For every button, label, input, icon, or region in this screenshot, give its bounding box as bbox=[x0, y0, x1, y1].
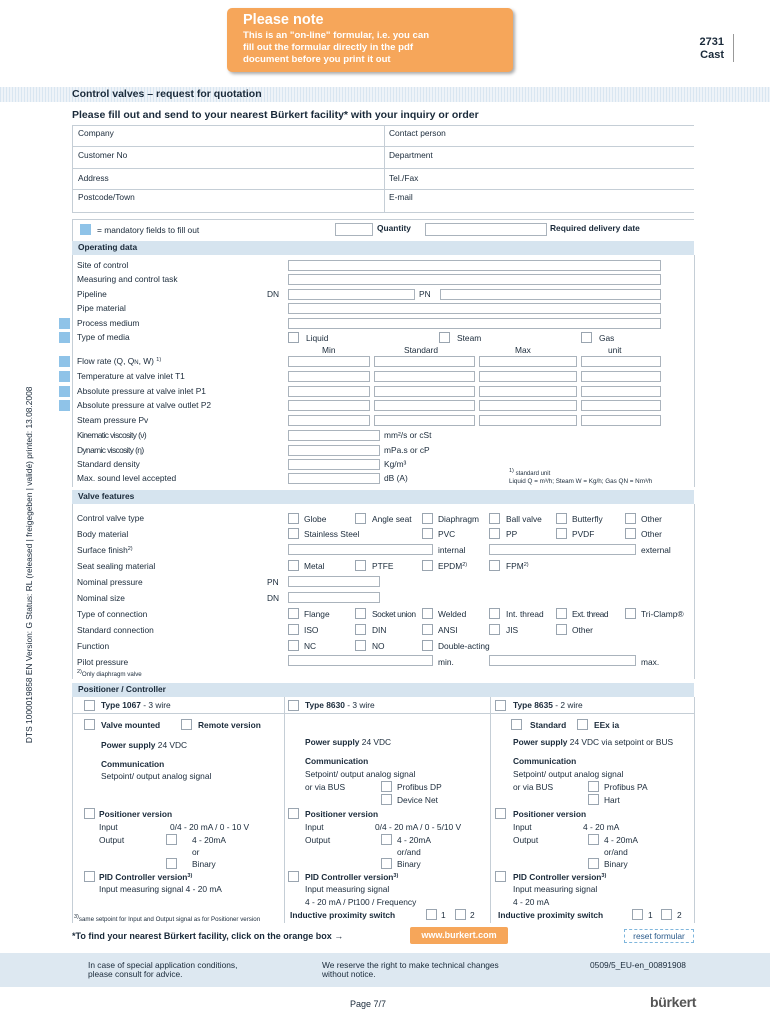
input-value-3: 4 - 20 mA bbox=[583, 822, 620, 832]
power-supply-3: Power supply 24 VDC via setpoint or BUS bbox=[513, 737, 674, 747]
metal-label: Metal bbox=[304, 561, 325, 571]
nominal-size-input[interactable] bbox=[288, 592, 380, 603]
pipeline-dn-input[interactable] bbox=[288, 289, 415, 300]
p2-std-input[interactable] bbox=[374, 400, 475, 411]
out-420-1-label: 4 - 20mA bbox=[192, 835, 226, 845]
triclamp-label: Tri-Clamp® bbox=[641, 609, 684, 619]
process-medium-label: Process medium bbox=[77, 318, 140, 328]
temp-min-input[interactable] bbox=[288, 371, 370, 382]
quantity-input[interactable] bbox=[335, 223, 373, 236]
nc-checkbox[interactable] bbox=[288, 640, 299, 651]
eex-checkbox[interactable] bbox=[577, 719, 588, 730]
doc-type: Cast bbox=[700, 49, 724, 61]
find-facility-text: *To find your nearest Bürkert facility, click on the orange box → bbox=[72, 931, 344, 941]
type-8630-label: Type 8630 - 3 wire bbox=[305, 700, 375, 710]
density-label: Standard density bbox=[77, 459, 140, 469]
other-conn-checkbox[interactable] bbox=[556, 624, 567, 635]
other-conn-label: Other bbox=[572, 625, 593, 635]
pc-footnote: 3)same setpoint for Input and Output signal as for Positioner version bbox=[74, 914, 261, 923]
burkert-logo: bürkert bbox=[650, 994, 697, 1010]
welded-label: Welded bbox=[438, 609, 467, 619]
ptfe-label: PTFE bbox=[372, 561, 394, 571]
fpm-label: FPM$^{2)}$ bbox=[506, 561, 529, 571]
steam-pressure-max[interactable] bbox=[479, 415, 577, 426]
type-1067-label: Type 1067 - 3 wire bbox=[101, 700, 171, 710]
doc-code: 0509/5_EU-en_00891908 bbox=[590, 960, 686, 970]
type-8635-checkbox[interactable] bbox=[495, 700, 506, 711]
pipeline-dn-label: DN bbox=[267, 289, 280, 299]
pipe-material-input[interactable] bbox=[288, 303, 661, 314]
flange-label: Flange bbox=[304, 609, 330, 619]
double-acting-checkbox[interactable] bbox=[422, 640, 433, 651]
col-max: Max bbox=[515, 345, 531, 355]
email-field[interactable]: E-mail bbox=[389, 192, 413, 202]
pvc-label: PVC bbox=[438, 529, 456, 539]
internal-label: internal bbox=[438, 545, 466, 555]
surface-internal-input[interactable] bbox=[288, 544, 433, 555]
note-rights-2: without notice. bbox=[322, 969, 376, 979]
comm-label-3: Communication bbox=[513, 756, 577, 766]
steam-pressure-std[interactable] bbox=[374, 415, 475, 426]
sound-unit: dB (A) bbox=[384, 473, 408, 483]
pid-2-label: PID Controller version$^{3)}$ bbox=[305, 872, 399, 882]
steam-pressure-label: Steam pressure Pv bbox=[77, 415, 149, 425]
ptfe-checkbox[interactable] bbox=[355, 560, 366, 571]
input-label-2: Input bbox=[305, 822, 324, 832]
epdm-checkbox[interactable] bbox=[422, 560, 433, 571]
inductive-3-1-checkbox[interactable] bbox=[632, 909, 643, 920]
pid-1-label: PID Controller version$^{3)}$ bbox=[99, 872, 193, 882]
steam-checkbox[interactable] bbox=[439, 332, 450, 343]
note-rights: We reserve the right to make technical changes bbox=[322, 960, 499, 970]
external-label: external bbox=[641, 545, 671, 555]
surface-external-input[interactable] bbox=[489, 544, 636, 555]
out-420-2-checkbox[interactable] bbox=[381, 834, 392, 845]
profibus-pa-label: Profibus PA bbox=[604, 782, 648, 792]
devicenet-checkbox[interactable] bbox=[381, 794, 392, 805]
out-420-3-label: 4 - 20mA bbox=[604, 835, 638, 845]
ansi-label: ANSI bbox=[438, 625, 458, 635]
other-material-checkbox[interactable] bbox=[625, 528, 636, 539]
pos-version-1-checkbox[interactable] bbox=[84, 808, 95, 819]
pilot-min-input[interactable] bbox=[288, 655, 433, 666]
remote-label: Remote version bbox=[198, 720, 261, 730]
nominal-pressure-input[interactable] bbox=[288, 576, 380, 587]
units-footnote: 1) standard unit bbox=[509, 468, 551, 477]
p1-std-input[interactable] bbox=[374, 386, 475, 397]
type-of-media-label: Type of media bbox=[77, 332, 130, 342]
inductive-2-2-checkbox[interactable] bbox=[455, 909, 466, 920]
globe-checkbox[interactable] bbox=[288, 513, 299, 524]
other-type-label: Other bbox=[641, 514, 662, 524]
butterfly-checkbox[interactable] bbox=[556, 513, 567, 524]
type-8635-label: Type 8635 - 2 wire bbox=[513, 700, 583, 710]
jis-checkbox[interactable] bbox=[489, 624, 500, 635]
input-label-1: Input bbox=[99, 822, 118, 832]
pipeline-label: Pipeline bbox=[77, 289, 107, 299]
binary-1-label: Binary bbox=[192, 859, 216, 869]
inductive-2-2-label: 2 bbox=[470, 910, 475, 920]
site-label: Site of control bbox=[77, 260, 129, 270]
inductive-3-1-label: 1 bbox=[648, 910, 653, 920]
ims-3b-label: 4 - 20 mA bbox=[513, 897, 550, 907]
temp-label: Temperature at valve inlet T1 bbox=[77, 371, 185, 381]
note-line: document before you print it out bbox=[243, 54, 391, 65]
epdm-label: EPDM$^{2)}$ bbox=[438, 561, 468, 571]
type-8630-checkbox[interactable] bbox=[288, 700, 299, 711]
postcode-field[interactable]: Postcode/Town bbox=[78, 192, 135, 202]
or-bus-3: or via BUS bbox=[513, 782, 554, 792]
flange-checkbox[interactable] bbox=[288, 608, 299, 619]
steam-pressure-unit[interactable] bbox=[581, 415, 661, 426]
mandatory-marker bbox=[59, 356, 70, 367]
kin-visc-label: Kinematic viscosity (ν) bbox=[77, 430, 147, 440]
connection-type-label: Type of connection bbox=[77, 609, 148, 619]
pvdf-checkbox[interactable] bbox=[556, 528, 567, 539]
mandatory-label: = mandatory fields to fill out bbox=[97, 225, 200, 235]
pilot-max-label: max. bbox=[641, 657, 660, 667]
pipeline-pn-input[interactable] bbox=[440, 289, 661, 300]
binary-3-checkbox[interactable] bbox=[588, 858, 599, 869]
stainless-label: Stainless Steel bbox=[304, 529, 360, 539]
other-type-checkbox[interactable] bbox=[625, 513, 636, 524]
standard-label: Standard bbox=[530, 720, 567, 730]
pipe-material-label: Pipe material bbox=[77, 303, 126, 313]
gas-checkbox[interactable] bbox=[581, 332, 592, 343]
pid-3-label: PID Controller version$^{3)}$ bbox=[513, 872, 607, 882]
p2-unit-input[interactable] bbox=[581, 400, 661, 411]
mandatory-marker bbox=[59, 318, 70, 329]
p2-max-input[interactable] bbox=[479, 400, 577, 411]
iso-label: ISO bbox=[304, 625, 319, 635]
globe-label: Globe bbox=[304, 514, 327, 524]
operating-data-header: Operating data bbox=[78, 242, 138, 252]
inductive-2-label: Inductive proximity switch bbox=[290, 910, 396, 920]
inductive-3-2-checkbox[interactable] bbox=[661, 909, 672, 920]
type-1067-checkbox[interactable] bbox=[84, 700, 95, 711]
pipeline-pn-label: PN bbox=[419, 289, 431, 299]
comm-line-2: Setpoint/ output analog signal bbox=[305, 769, 416, 779]
mandatory-marker bbox=[59, 400, 70, 411]
pos-version-1-label: Positioner version bbox=[99, 809, 173, 819]
eex-label: EEx ia bbox=[594, 720, 620, 730]
binary-1-checkbox[interactable] bbox=[166, 858, 177, 869]
note-line: This is an "on-line" formular, i.e. you can bbox=[243, 30, 430, 41]
function-label: Function bbox=[77, 641, 110, 651]
p2-label: Absolute pressure at valve outlet P2 bbox=[77, 400, 212, 410]
pos-version-3-label: Positioner version bbox=[513, 809, 587, 819]
note-title: Please note bbox=[243, 12, 324, 28]
ims-2b-label: 4 - 20 mA / Pt100 / Frequency bbox=[305, 897, 417, 907]
pos-version-2-label: Positioner version bbox=[305, 809, 379, 819]
inductive-3-2-label: 2 bbox=[677, 910, 682, 920]
flow-std-input[interactable] bbox=[374, 356, 475, 367]
col-standard: Standard bbox=[404, 345, 438, 355]
diaphragm-checkbox[interactable] bbox=[422, 513, 433, 524]
kin-visc-input[interactable] bbox=[288, 430, 380, 441]
dyn-visc-unit: mPa.s or cP bbox=[384, 445, 430, 455]
orand-label-2: or/and bbox=[397, 847, 421, 857]
binary-2-label: Binary bbox=[397, 859, 421, 869]
mandatory-marker bbox=[59, 332, 70, 343]
dyn-visc-input[interactable] bbox=[288, 445, 380, 456]
angle-seat-checkbox[interactable] bbox=[355, 513, 366, 524]
profibus-dp-label: Profibus DP bbox=[397, 782, 442, 792]
out-420-3-checkbox[interactable] bbox=[588, 834, 599, 845]
comm-label-2: Communication bbox=[305, 756, 369, 766]
site-input[interactable] bbox=[288, 260, 661, 271]
ims-2-label: Input measuring signal bbox=[305, 884, 390, 894]
liquid-label: Liquid bbox=[306, 333, 329, 343]
reset-button[interactable]: reset formular bbox=[624, 929, 694, 943]
input-value-2: 0/4 - 20 mA / 0 - 5/10 V bbox=[375, 822, 462, 832]
col-unit: unit bbox=[608, 345, 622, 355]
temp-std-input[interactable] bbox=[374, 371, 475, 382]
nominal-size-label: Nominal size bbox=[77, 593, 125, 603]
nominal-pressure-label: Nominal pressure bbox=[77, 577, 143, 587]
pvc-checkbox[interactable] bbox=[422, 528, 433, 539]
comm-label-1: Communication bbox=[101, 759, 165, 769]
p1-label: Absolute pressure at valve inlet P1 bbox=[77, 386, 206, 396]
positioner-header: Positioner / Controller bbox=[78, 684, 166, 694]
profibus-pa-checkbox[interactable] bbox=[588, 781, 599, 792]
inductive-2-1-label: 1 bbox=[441, 910, 446, 920]
ansi-checkbox[interactable] bbox=[422, 624, 433, 635]
std-connection-label: Standard connection bbox=[77, 625, 154, 635]
orand-label-3: or/and bbox=[604, 847, 628, 857]
dyn-visc-label: Dynamic viscosity (η) bbox=[77, 445, 144, 455]
steam-pressure-min[interactable] bbox=[288, 415, 370, 426]
metal-checkbox[interactable] bbox=[288, 560, 299, 571]
valve-features-header: Valve features bbox=[78, 491, 135, 501]
side-status-text: DTS 1000019858 EN Version: G Status: RL (released | freigegeben | validé) printed: 13.08.2008 bbox=[24, 386, 35, 744]
department-field[interactable]: Department bbox=[389, 150, 433, 160]
int-thread-label: Int. thread bbox=[506, 609, 544, 619]
flow-rate-label: Flow rate (Q, QN, W) $^{1)}$ bbox=[77, 356, 162, 366]
flow-max-input[interactable] bbox=[479, 356, 577, 367]
hart-label: Hart bbox=[604, 795, 620, 805]
power-supply-2: Power supply 24 VDC bbox=[305, 737, 392, 747]
nominal-pressure-pn: PN bbox=[267, 577, 279, 587]
pos-version-3-checkbox[interactable] bbox=[495, 808, 506, 819]
pid-2-checkbox[interactable] bbox=[288, 871, 299, 882]
mandatory-marker bbox=[59, 386, 70, 397]
pid-1-checkbox[interactable] bbox=[84, 871, 95, 882]
nominal-size-dn: DN bbox=[267, 593, 280, 603]
p2-min-input[interactable] bbox=[288, 400, 370, 411]
liquid-checkbox[interactable] bbox=[288, 332, 299, 343]
arrow-right-icon: → bbox=[334, 931, 344, 941]
devicenet-label: Device Net bbox=[397, 795, 438, 805]
output-label-2: Output bbox=[305, 835, 331, 845]
din-label: DIN bbox=[372, 625, 387, 635]
p1-unit-input[interactable] bbox=[581, 386, 661, 397]
steam-label: Steam bbox=[457, 333, 482, 343]
valve-mounted-checkbox[interactable] bbox=[84, 719, 95, 730]
hart-checkbox[interactable] bbox=[588, 794, 599, 805]
socket-label: Socket union bbox=[372, 609, 416, 619]
page-subtitle: Please fill out and send to your nearest Bürkert facility* with your inquiry or order bbox=[72, 109, 479, 121]
double-acting-label: Double-acting bbox=[438, 641, 490, 651]
ims-1-label: Input measuring signal 4 - 20 mA bbox=[99, 884, 222, 894]
pilot-pressure-label: Pilot pressure bbox=[77, 657, 129, 667]
task-label: Measuring and control task bbox=[77, 274, 178, 284]
inductive-2-1-checkbox[interactable] bbox=[426, 909, 437, 920]
out-420-2-label: 4 - 20mA bbox=[397, 835, 431, 845]
int-thread-checkbox[interactable] bbox=[489, 608, 500, 619]
temp-max-input[interactable] bbox=[479, 371, 577, 382]
doc-number: 2731 bbox=[699, 36, 724, 48]
quantity-value-input[interactable] bbox=[425, 223, 547, 236]
din-checkbox[interactable] bbox=[355, 624, 366, 635]
gas-label: Gas bbox=[599, 333, 615, 343]
valve-footnote: 2)Only diaphragm valve bbox=[77, 669, 142, 678]
welded-checkbox[interactable] bbox=[422, 608, 433, 619]
pvdf-label: PVDF bbox=[572, 529, 595, 539]
mandatory-legend bbox=[80, 224, 91, 235]
angle-seat-label: Angle seat bbox=[372, 514, 412, 524]
note-box bbox=[227, 8, 513, 72]
or-label-1: or bbox=[192, 847, 200, 857]
note-special-2: please consult for advice. bbox=[88, 969, 183, 979]
fpm-checkbox[interactable] bbox=[489, 560, 500, 571]
comm-line-3: Setpoint/ output analog signal bbox=[513, 769, 624, 779]
task-input[interactable] bbox=[288, 274, 661, 285]
col-min: Min bbox=[322, 345, 336, 355]
triclamp-checkbox[interactable] bbox=[625, 608, 636, 619]
note-special: In case of special application conditions, bbox=[88, 960, 238, 970]
surface-label: Surface finish$^{2)}$ bbox=[77, 545, 133, 555]
ball-valve-checkbox[interactable] bbox=[489, 513, 500, 524]
no-label: NO bbox=[372, 641, 385, 651]
binary-2-checkbox[interactable] bbox=[381, 858, 392, 869]
p1-max-input[interactable] bbox=[479, 386, 577, 397]
density-input[interactable] bbox=[288, 459, 380, 470]
flow-min-input[interactable] bbox=[288, 356, 370, 367]
valve-mounted-label: Valve mounted bbox=[101, 720, 161, 730]
process-medium-input[interactable] bbox=[288, 318, 661, 329]
pilot-min-label: min. bbox=[438, 657, 454, 667]
temp-unit-input[interactable] bbox=[581, 371, 661, 382]
page-number: Page 7/7 bbox=[350, 999, 387, 1009]
customer-no-field[interactable]: Customer No bbox=[78, 150, 128, 160]
seat-sealing-label: Seat sealing material bbox=[77, 561, 156, 571]
iso-checkbox[interactable] bbox=[288, 624, 299, 635]
butterfly-label: Butterfly bbox=[572, 514, 603, 524]
nc-label: NC bbox=[304, 641, 317, 651]
density-unit: Kg/m³ bbox=[384, 459, 407, 469]
diaphragm-label: Diaphragm bbox=[438, 514, 479, 524]
input-label-3: Input bbox=[513, 822, 532, 832]
or-bus-2: or via BUS bbox=[305, 782, 346, 792]
page-title: Control valves – request for quotation bbox=[72, 88, 262, 100]
contact-person-field[interactable]: Contact person bbox=[389, 128, 446, 138]
binary-3-label: Binary bbox=[604, 859, 628, 869]
pp-checkbox[interactable] bbox=[489, 528, 500, 539]
input-value-1: 0/4 - 20 mA / 0 - 10 V bbox=[170, 822, 250, 832]
comm-line-1: Setpoint/ output analog signal bbox=[101, 771, 212, 781]
profibus-dp-checkbox[interactable] bbox=[381, 781, 392, 792]
sound-input[interactable] bbox=[288, 473, 380, 484]
jis-label: JIS bbox=[506, 625, 519, 635]
quantity-label: Quantity bbox=[377, 223, 411, 233]
p1-min-input[interactable] bbox=[288, 386, 370, 397]
cvt-label: Control valve type bbox=[77, 513, 145, 523]
pid-3-checkbox[interactable] bbox=[495, 871, 506, 882]
ball-valve-label: Ball valve bbox=[506, 514, 542, 524]
socket-checkbox[interactable] bbox=[355, 608, 366, 619]
remote-checkbox[interactable] bbox=[181, 719, 192, 730]
power-supply-1: Power supply 24 VDC bbox=[101, 740, 188, 750]
output-label-3: Output bbox=[513, 835, 539, 845]
ext-thread-label: Ext. thread bbox=[572, 609, 609, 619]
website-button[interactable]: www.burkert.com bbox=[410, 927, 508, 944]
no-checkbox[interactable] bbox=[355, 640, 366, 651]
flow-unit-input[interactable] bbox=[581, 356, 661, 367]
mandatory-marker bbox=[59, 371, 70, 382]
note-line: fill out the formular directly in the pdf bbox=[243, 42, 414, 53]
kin-visc-unit: mm²/s or cSt bbox=[384, 430, 432, 440]
output-label-1: Output bbox=[99, 835, 125, 845]
units-footnote-2: Liquid Q = m³/h; Steam W = Kg/h; Gas QN = Nm³/h bbox=[509, 478, 653, 485]
pos-version-2-checkbox[interactable] bbox=[288, 808, 299, 819]
ims-3-label: Input measuring signal bbox=[513, 884, 598, 894]
standard-checkbox[interactable] bbox=[511, 719, 522, 730]
body-material-label: Body material bbox=[77, 529, 129, 539]
address-field[interactable]: Address bbox=[78, 173, 109, 183]
telfax-field[interactable]: Tel./Fax bbox=[389, 173, 419, 183]
required-date-label: Required delivery date bbox=[550, 223, 640, 233]
sound-label: Max. sound level accepted bbox=[77, 473, 177, 483]
pp-label: PP bbox=[506, 529, 518, 539]
other-material-label: Other bbox=[641, 529, 662, 539]
company-field[interactable]: Company bbox=[78, 128, 114, 138]
pilot-max-input[interactable] bbox=[489, 655, 636, 666]
out-420-1-checkbox[interactable] bbox=[166, 834, 177, 845]
inductive-3-label: Inductive proximity switch bbox=[498, 910, 604, 920]
ext-thread-checkbox[interactable] bbox=[556, 608, 567, 619]
stainless-checkbox[interactable] bbox=[288, 528, 299, 539]
